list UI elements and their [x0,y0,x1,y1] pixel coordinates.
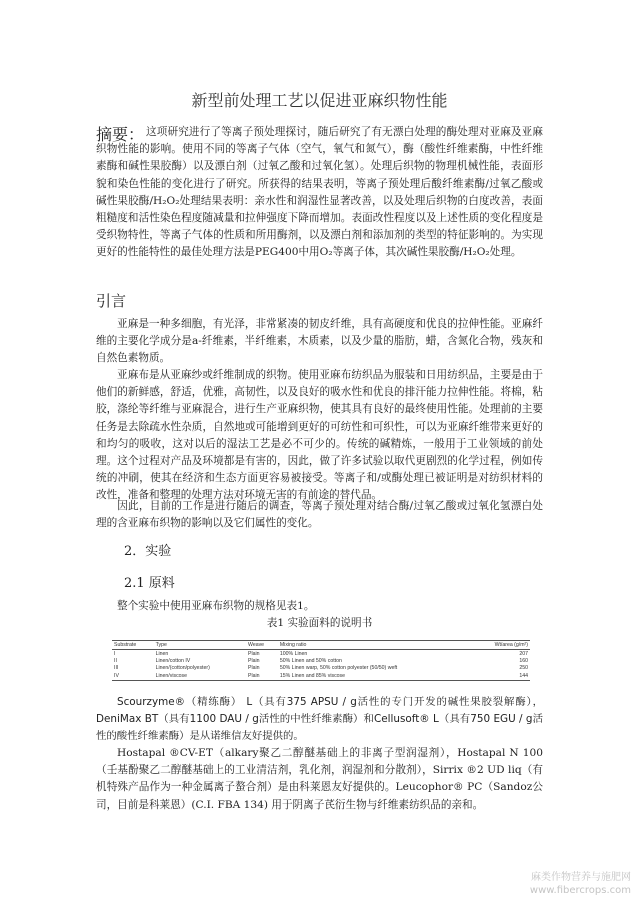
intro-heading: 引言 [96,292,127,310]
watermark [530,871,631,897]
chemicals-paragraph [96,745,543,814]
cell-weave: Plain [248,650,260,657]
watermark-url: www.fibercrops.com [529,885,631,896]
table-row [112,657,530,664]
header-substrate: Substrate [112,641,154,650]
header-mixing-ratio: Mixing ratio [278,641,471,650]
intro-paragraph-2 [96,367,543,505]
cell-weave: Plain [246,672,278,680]
materials-paragraph-text: 整个实验中使用亚麻布织物的规格见表1。 [117,600,315,612]
table-row [112,665,530,672]
enzymes-paragraph [96,694,543,746]
cell-weight-area: 144 [471,672,530,680]
chemicals-paragraph-text: Hostapal ®CV-ET（alkary聚乙二醇醚基础上的非离子型润湿剂），Hostapal N 100（壬基酚聚乙二醇醚基础上的工业清洁剂，乳化剂，润湿剂和分散剂），Sirrix ®2 UD liq（有机特殊产品作为一种金属离子螯合剂）是由科莱恩友好提供的。Leucophor® PC（Sandoz公司，目前是科莱恩）(C.I. FBA 134) 用于阴离子芪衍生物与纤维素纺织品的亲和。 [96,747,543,811]
cell-weight-area: 160 [519,657,528,664]
cell-weight-area: 207 [519,650,528,657]
cell-substrate: III [114,665,119,672]
cell-substrate: I [114,650,116,657]
table-header-row [112,641,530,650]
cell-type: Linen [155,650,169,657]
watermark-site-name: 麻类作物营养与施肥网 [531,872,631,883]
materials-paragraph [96,598,543,615]
page-title: 新型前处理工艺以促进亚麻织物性能 [191,91,448,110]
cell-weave: Plain [248,657,260,664]
table-row [112,650,530,658]
abstract-text: 这项研究进行了等离子预处理探讨，随后研究了有无漂白处理的酶处理对亚麻及亚麻织物性能的影响。使用不同的等离子气体（空气，氧气和氮气），酶（酸性纤维素酶，中性纤维素酶和碱性果胶酶）以及漂白剂（过氧乙酸和过氧化氢）。处理后织物的物理机械性能，表面形貌和染色性能的变化进行了研究。所获得的结果表明，等离子预处理后酸纤维素酶/过氧乙酸或碱性果胶酶/H₂O₂处理结果表明：亲水性和润湿性显著改善，以及处理后织物的白度改善，表面粗糙度和活性染色程度随减量和拉伸强度下降而增加。表面改性程度以及上述性质的变化程度是受织物特性，等离子气体的性质和所用酶剂，以及漂白剂和添加剂的类型的特征影响的。为实现更好的性能特性的最佳处理方法是PEG400中用O₂等离子体，其次碱性果胶酶/H₂O₂处理。 [96,126,543,259]
cell-substrate: IV [112,672,154,680]
enzymes-paragraph-text: Scourzyme®（精练酶） L（具有375 APSU / g活性的专门开发的碱性果胶裂解酶），DeniMax BT（具有1100 DAU / g活性的中性纤维素酶）和Cellusoft® L（具有750 EGU / g活性的酸性纤维素酶）是从诺维信友好提供的。 [96,696,543,743]
header-weave: Weave [246,641,278,650]
intro-paragraph-3 [96,498,543,532]
cell-type: Linen/cotton IV [155,657,191,664]
cell-weave: Plain [248,665,260,672]
header-type: Type [154,641,246,650]
cell-type: Linen/(cotton/polyester) [155,665,210,672]
intro-paragraph-3-text: 因此，目前的工作是进行随后的调查，等离子预处理对结合酶/过氧乙酸或过氧化氢漂白处理的含亚麻布织物的影响以及它们属性的变化。 [96,500,543,530]
table-row [112,672,530,680]
section-2-1-heading: 2.1 原料 [124,576,175,591]
cell-mixing-ratio: 15% Linen and 85% viscose [278,672,471,680]
intro-paragraph-2-text: 亚麻布是从亚麻纱或纤维制成的织物。使用亚麻布纺织品为服装和日用纺织品，主要是由于他们的新鲜感，舒适，优雅，高韧性，以及良好的吸水性和优良的排汗能力拉伸性能。将棉，粘胶，涤纶等纤维与亚麻混合，进行生产亚麻织物，使其具有良好的最终使用性能。处理前的主要任务是去除疏水性杂质，自然地或可能增到更好的可纺性和可织性，可以为亚麻纤维带来更好的和均匀的吸收，这对以后的湿法工艺是必不可少的。传统的碱精炼，一般用于工业领域的前处理。这个过程对产品及环境都是有害的，因此，做了许多试验以取代更剧烈的化学过程，例如传统的冲刷，使其在经济和生态方面更容易被接受。等离子和/或酶处理已被证明是对纺织材料的改性，准备和整理的处理方法对环境无害的有前途的替代品。 [96,369,543,502]
intro-paragraph-1 [96,316,543,368]
intro-paragraph-1-text: 亚麻是一种多细胞，有光泽，非常紧凑的韧皮纤维，具有高硬度和优良的拉伸性能。亚麻纤维的主要化学成分是a-纤维素，半纤维素，木质素，以及少量的脂肪，蜡，含氮化合物，残灰和自然色素物质。 [96,318,543,365]
header-weight-area: Wt/area (g/m²) [471,641,530,650]
cell-substrate: II [114,657,117,664]
fabric-spec-table [112,640,530,681]
section-2-heading: 2．实验 [124,544,172,559]
cell-weight-area: 250 [519,665,528,672]
abstract-label: 摘要： [96,125,145,144]
cell-mixing-ratio: 50% Linen warp, 50% cotton polyester (50/50) weft [279,665,398,672]
cell-type: Linen/viscose [154,672,246,680]
cell-mixing-ratio: 100% Linen [279,650,308,657]
cell-mixing-ratio: 50% Linen and 50% cotton [279,657,342,664]
table-caption: 表1 实验面料的说明书 [266,617,373,629]
